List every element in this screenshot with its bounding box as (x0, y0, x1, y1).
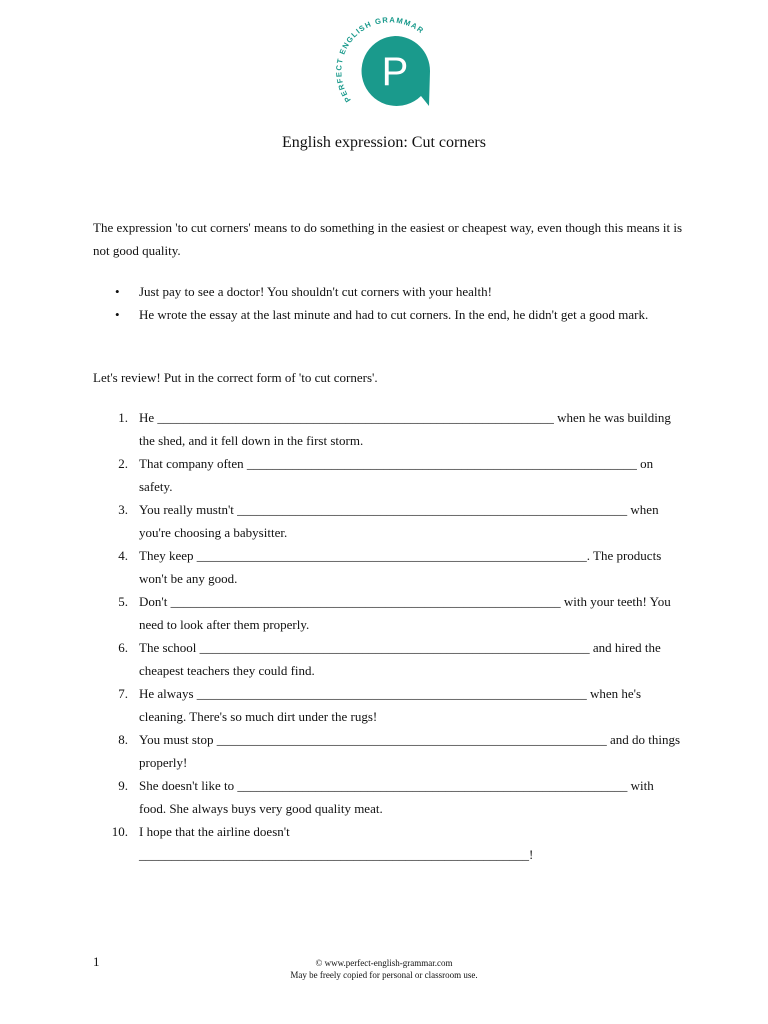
exercise-text: She doesn't like to ____________________________________________________________ with food. She always buys very good quality meat. (139, 778, 654, 816)
exercise-text: I hope that the airline doesn't ____________________________________________________________! (139, 824, 534, 862)
exercise-item (93, 774, 683, 820)
exercise-number: 6. (118, 640, 128, 655)
example-list (93, 280, 683, 326)
exercise-number: 2. (118, 456, 128, 471)
exercise-list (93, 406, 683, 866)
example-item: • Just pay to see a doctor! You shouldn't cut corners with your health! (93, 280, 683, 303)
page-title: English expression: Cut corners (282, 134, 486, 151)
exercise-text: You must stop ____________________________________________________________ and do things properly! (139, 732, 681, 770)
exercise-text: That company often ____________________________________________________________ on safety. (139, 456, 654, 494)
logo-letter: P (381, 50, 409, 94)
exercise-number: 5. (118, 594, 128, 609)
example-item: • He wrote the essay at the last minute and had to cut corners. In the end, he didn't get a good mark. (93, 303, 683, 326)
exercise-item (93, 636, 683, 682)
exercise-item (93, 544, 683, 590)
exercise-number: 3. (118, 502, 128, 517)
page-number: 1 (93, 954, 100, 969)
exercise-number: 7. (118, 686, 128, 701)
exercise-text: He _____________________________________________________________ when he was building the shed, and it fell down in the first storm. (139, 410, 671, 448)
exercise-number: 4. (118, 548, 128, 563)
perfect-english-grammar-logo (331, 14, 435, 112)
exercise-text: He always ____________________________________________________________ when he's cleaning. There's so much dirt under the rugs! (139, 686, 642, 724)
exercise-item (93, 682, 683, 728)
exercise-item (93, 406, 683, 452)
exercise-number: 1. (118, 410, 128, 425)
exercise-text: They keep ____________________________________________________________. The products won't be any good. (139, 548, 662, 586)
intro-paragraph: The expression 'to cut corners' means to do something in the easiest or cheapest way, even though this means it is not good quality. (93, 220, 683, 258)
exercise-item (93, 590, 683, 636)
exercise-text: The school ____________________________________________________________ and hired the cheapest teachers they could find. (139, 640, 661, 678)
exercise-item (93, 498, 683, 544)
exercise-text: You really mustn't ____________________________________________________________ when you're choosing a babysitter. (139, 502, 659, 540)
exercise-item (93, 820, 683, 866)
review-instruction: Let's review! Put in the correct form of 'to cut corners'. (93, 370, 378, 385)
exercise-text: Don't ____________________________________________________________ with your teeth! You need to look after them properly. (139, 594, 671, 632)
footer-license: May be freely copied for personal or classroom use. (290, 970, 478, 980)
exercise-number: 9. (118, 778, 128, 793)
footer (0, 957, 768, 981)
exercise-item (93, 728, 683, 774)
exercise-number: 10. (111, 824, 128, 839)
exercise-number: 8. (118, 732, 128, 747)
logo-brand-text: PERFECT ENGLISH GRAMMAR (334, 15, 426, 104)
exercise-item (93, 452, 683, 498)
footer-copyright: © www.perfect-english-grammar.com (315, 958, 453, 968)
